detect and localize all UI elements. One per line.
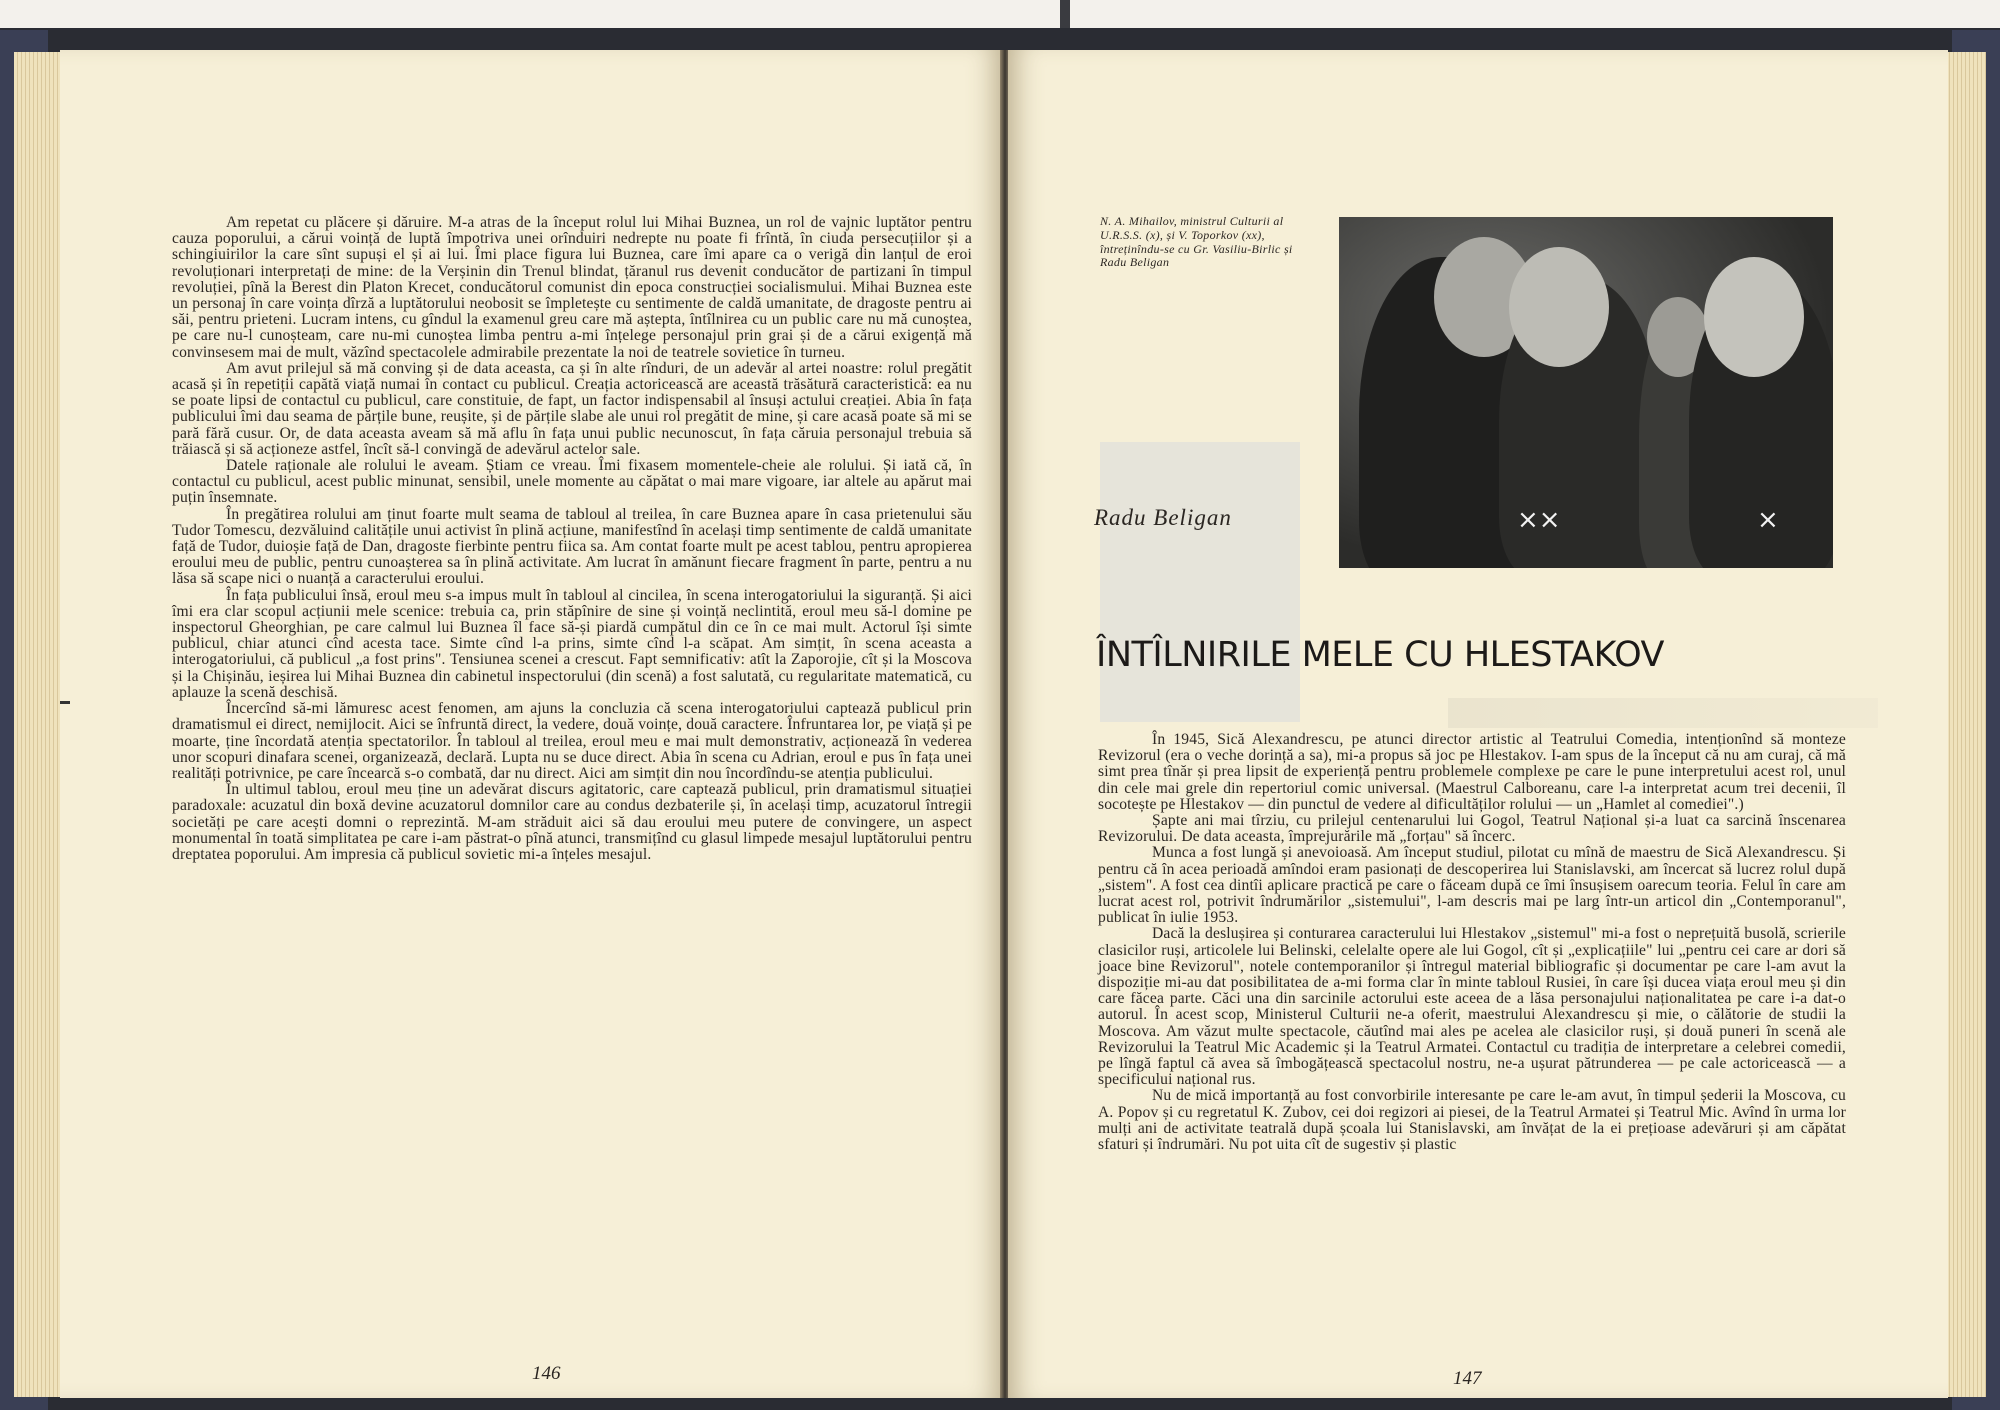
paragraph: Munca a fost lungă și anevoioasă. Am început studiul, pilotat cu mînă de maestru de Sică Alexandrescu. Și pentru că în acea perioadă amîndoi eram pasionați de descoperirea lui Stanislavski, am încercat să lucrez rolul după „sistem". A fost cea dintîi aplicare practică pe care o făceam după ce îmi însușisem oarecum teoria. Felul în care am lucrat acest rol, potrivit îndrumărilor „sistemului", l-am descris mai pe larg într-un articol din „Contemporanul", publicat în iulie 1953. <box>1098 844 1846 927</box>
page-edges-left <box>14 52 66 1397</box>
paragraph: În ultimul tablou, eroul meu ține un adevărat discurs agitatoric, care captează publicul, prin dramatismul situației paradoxale: acuzatul din boxă devine acuzatorul domnilor care au condus dezbaterile și, în același timp, acuzatorul întregii societăți pe care acești domni o reprezintă. M-am străduit aici să dau eroului meu putere de convingere, un aspect monumental în toată simplitatea pe care i-am păstrat-o pînă atunci, transmițînd cu glasul limpede mesajul luptătorului pentru dreptatea poporului. Am impresia că publicul sovietic mi-a înțeles mesajul. <box>172 781 972 863</box>
photo-figure <box>1509 247 1609 367</box>
author-name: Radu Beligan <box>1094 505 1232 530</box>
bleed-through <box>1448 698 1878 728</box>
page-number: 146 <box>532 1363 561 1384</box>
scan-top-strip <box>0 0 2000 28</box>
paragraph: Încercînd să-mi lămuresc acest fenomen, am ajuns la concluzia că scena interogatoriului captează publicul prin dramatismul ei direct, nemijlocit. Aici se înfruntă direct, la vedere, două voințe, două caractere. Înfruntarea lor, pe viață și pe moarte, ține încordată atenția spectatorilor. În tabloul al treilea, eroul meu e mai mult demonstrativ, acționează în vederea unor scopuri dinafara scenei, organizează, declară. Lupta nu se duce direct. Abia în scena cu Adrian, eroul e pus în fața unei realități potrivnice, pe care încearcă s-o combată, dar nu direct. Aici am simțit din nou încordîndu-se atenția publicului. <box>172 700 972 782</box>
paragraph: În pregătirea rolului am ținut foarte mult seama de tabloul al treilea, în care Buznea apare în casa prietenului său Tudor Tomescu, dezvăluind calitățile unui activist în plină acțiune, manifestînd în același timp sentimente de caldă umanitate față de Tudor, duioșie față de Dan, dragoste fierbinte pentru fiica sa. Am contat foarte mult pe acest tablou, pentru apropierea eroului meu de public, pentru cunoașterea sa în plină activitate. Am lucrat în amănunt fiecare fragment în parte, pentru a nu lăsa să scape nici o nuanță a caracterului eroului. <box>172 505 972 588</box>
paragraph: Am repetat cu plăcere și dăruire. M-a atras de la început rolul lui Mihai Buznea, un rol de vajnic luptător pentru cauza poporului, a cărui voință de luptă împotriva unei orînduiri nedrepte nu poate fi frîntă, în ciuda persecuțiilor și a schingiuirilor la care sînt supuși el și ai lui. Îmi place figura lui Buznea, care îmi apare ca o verigă din lanțul de eroi revoluționari interpretați de mine: de la Verșinin din Trenul blindat, țăranul rus devenit conducător de partizani în timpul revoluției, pînă la Berest din Platon Krecet, conducătorul comunist din epoca construcției socialismului. Mihai Buznea este un personaj în care voința dîrză a luptătorului neobosit se împletește cu sentimente de caldă umanitate, de dragoste pentru ai săi, pentru prieteni. Lucram intens, cu gîndul la examenul greu care mă aștepta, întîlnirea cu un public care nu mă cunoștea, pe care nu-l cunoșteam, care nu-mi cunoștea limba pentru a-mi înțelege personajul prin grai și de a cărui exigență mă convinsesem mai de mult, văzînd spectacolele admirabile prezentate la noi de teatrele sovietice în turneu. <box>172 214 972 361</box>
photo-caption: N. A. Mihailov, ministrul Culturii al U.R.S.S. (x), și V. Toporkov (xx), întreținîndu-se cu Gr. Vasiliu-Birlic și Radu Beligan <box>1100 214 1293 270</box>
paragraph: În fața publicului însă, eroul meu s-a impus mult în tabloul al cincilea, în scena interogatoriului la siguranță. Și aici îmi era clar scopul acțiunii mele scenice: trebuia ca, prin stăpînire de sine și voință neclintită, eroul meu să-l domine pe inspectorul Gheorghian, pe care calmul lui Buznea îl face să-și piardă cumpătul din ce în ce mai mult. Actorul își simte publicul, chiar atunci cînd acesta tace. Simte cînd l-a prins, simte cînd l-a scăpat. Am simțit, în scena aceasta a interogatoriului, că publicul „a fost prins". Tensiunea scenei a crescut. Fapt semnificativ: atît la Zaporojie, cît și la Moscova și la Chișinău, ieșirea lui Mihai Buznea din cabinetul inspectorului (din scenă) a fost salutată, cu regularitate matematică, cu aplauze la scenă deschisă. <box>172 586 972 701</box>
right-page <box>1008 50 1948 1398</box>
left-page <box>60 50 1002 1398</box>
page-number: 147 <box>1453 1368 1482 1389</box>
paragraph: Am avut prilejul să mă conving și de data aceasta, ca și în alte rînduri, de un adevăr al artei noastre: rolul pregătit acasă și în repetiții capătă viață numai în contact cu publicul. Creația actoricească are această trăsătură caracteristică: ea nu se poate lipsi de contactul cu publicul, care constituie, de fapt, un factor indispensabil al însuși actului creației. Abia în fața publicului îmi dau seama de părțile bune, reușite, și de părțile slabe ale unui rol pregătit de mine, și care acasă poate să mi se pară fără cusur. Or, de data aceasta aveam să mă aflu în fața unui public necunoscut, în fața căruia personajul trebuia să trăiască și să acționeze astfel, încît să-l convingă de adevărul actelor sale. <box>172 359 972 458</box>
photo-mark-single: × <box>1757 505 1779 535</box>
margin-mark <box>60 701 70 704</box>
paragraph: Datele raționale ale rolului le aveam. Știam ce vreau. Îmi fixasem momentele-cheie ale rolului. Și iată că, în contactul cu publicul, acest public minunat, sensibil, unele momente au căpătat o mai mare vigoare, iar altele au apărut mai puțin însemnate. <box>172 457 972 507</box>
photo-mark-double: ×× <box>1517 505 1561 535</box>
left-page-text <box>172 215 972 863</box>
paragraph: Dacă la deslușirea și conturarea caracterului lui Hlestakov „sistemul" mi-a fost o neprețuită busolă, scrierile clasicilor ruși, articolele lui Belinski, celelalte opere ale lui Gogol, cît și „explicațiile" lui „pentru cei care ar dori să joace bine Revizorul", notele contemporanilor și întregul material bibliografic și documentar pe care l-am avut la dispoziție mi-au dat posibilitatea de a-mi forma clar în minte tabloul Rusiei, în care își ducea viața eroul meu și din care făcea parte. Căci una din sarcinile actorului este aceea de a lăsa personajului naționalitatea pe care i-a dat-o autorul. În acest scop, Ministerul Culturii ne-a oferit, maestrului Alexandrescu și mie, o călătorie de studii la Moscova. Am văzut multe spectacole, căutînd mai ales pe acelea ale clasicilor ruși, și două puneri în scenă ale Revizorului la Teatrul Mic Academic și la Teatrul Armatei. Contactul cu tradiția de interpretare a celebrei comedii, pe lîngă faptul că avea să îmbogățească spectacolul nostru, ne-a ușurat pătrunderea — pe cale actoricească — a specificului național rus. <box>1098 925 1846 1089</box>
article-heading: ÎNTÎLNIRILE MELE CU HLESTAKOV <box>1096 635 1664 675</box>
photo-figure <box>1704 257 1804 377</box>
right-page-text <box>1098 732 1846 1153</box>
photograph <box>1339 217 1833 568</box>
author-portrait <box>1100 442 1300 722</box>
paragraph: În 1945, Sică Alexandrescu, pe atunci director artistic al Teatrului Comedia, intenționînd să monteze Revizorul (era o veche dorință a sa), mi-a propus să joc pe Hlestakov. I-am spus de la început că nu am curaj, că mă simt prea tînăr și prea lipsit de experiență pentru problemele complexe pe care le pune interpretului acest rol, unul din cele mai grele din repertoriul comic universal. (Maestrul Calboreanu, care l-a interpretat acum trei decenii, îl socotește pe Hlestakov — din punctul de vedere al dificultăților rolului — un „Hamlet al comediei".) <box>1098 731 1846 813</box>
paragraph: Nu de mică importanță au fost convorbirile interesante pe care le-am avut, în timpul șederii la Moscova, cu A. Popov și cu regretatul K. Zubov, cei doi regizori ai piesei, de la Teatrul Armatei și Teatrul Mic. Avînd în urma lor mulți ani de activitate teatrală după școala lui Stanislavski, am învățat de la ei prețioase adevăruri și am căpătat sfaturi și îndrumări. Nu pot uita cît de sugestiv și plastic <box>1098 1087 1846 1154</box>
paragraph: Șapte ani mai tîrziu, cu prilejul centenarului lui Gogol, Teatrul Național și-a luat ca sarcină înscenarea Revizorului. De data aceasta, împrejurările mă „forțau" să încerc. <box>1098 812 1846 846</box>
scan-top-gap <box>1060 0 1070 28</box>
